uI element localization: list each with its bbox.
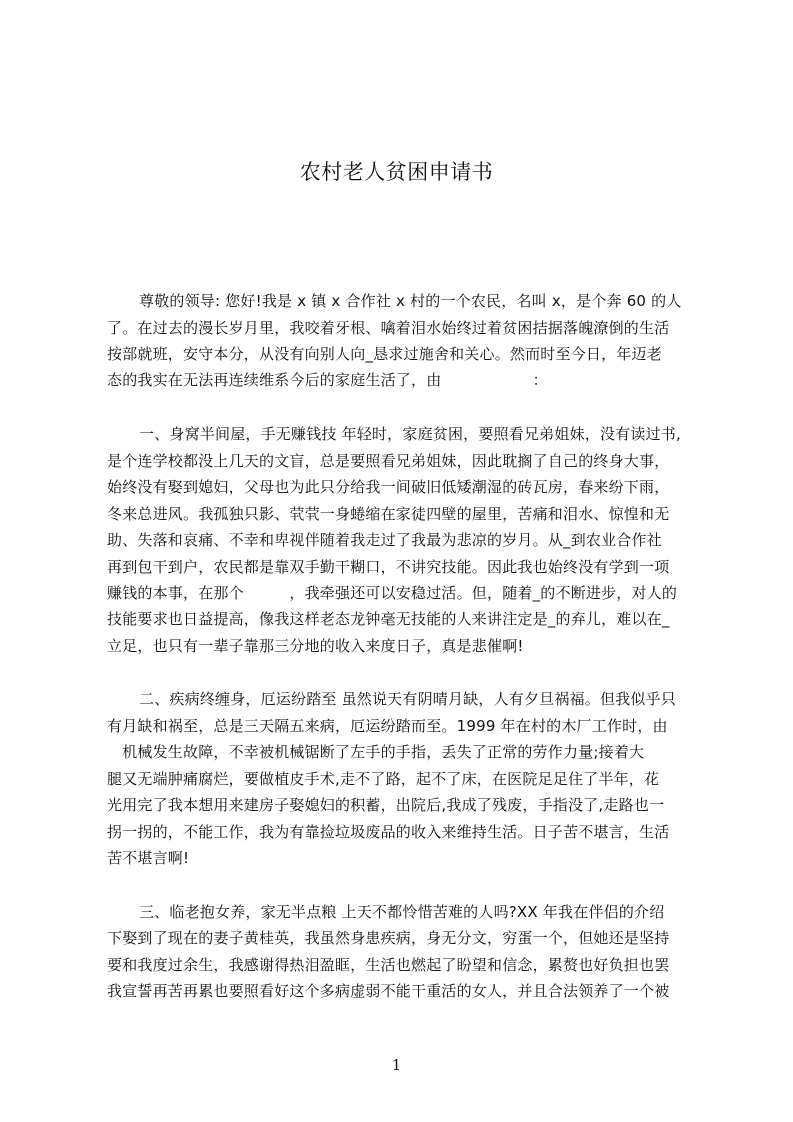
text-line: 我宣誓再苦再累也要照看好这个多病虚弱不能干重活的女人，并且合法领养了一个被 bbox=[107, 982, 670, 1000]
text-line: 二、疾病终缠身，厄运纷踏至 虽然说天有阴晴月缺，人有夕旦祸福。但我似乎只 bbox=[139, 690, 676, 708]
text-line: 始终没有娶到媳妇，父母也为此只分给我一间破旧低矮潮湿的砖瓦房，春来纷下雨， bbox=[107, 478, 670, 496]
document-title: 农村老人贫困申请书 bbox=[299, 160, 494, 185]
text-line: 按部就班，安守本分，从没有向别人向_恳求过施舍和关心。然而时至今日，年迈老 bbox=[107, 345, 662, 363]
text-line: 有月缺和祸至，总是三天隔五来病，厄运纷踏而至。1999 年在村的木厂工作时，由 bbox=[107, 717, 668, 735]
text-line: 了。在过去的漫长岁月里，我咬着牙根、噙着泪水始终过着贫困拮据落魄潦倒的生活 bbox=[107, 319, 670, 337]
text-line: 要和我度过余生，我感谢得热泪盈眶，生活也燃起了盼望和信念，累赘也好负担也罢 bbox=[107, 956, 670, 974]
text-line: 三、临老抱女养，家无半点粮 上天不都怜惜苦难的人吗?XX 年我在伴侣的介绍 bbox=[139, 903, 665, 921]
text-line: 是个连学校都没上几天的文盲，总是要照看兄弟姐妹，因此耽搁了自己的终身大事， bbox=[107, 452, 670, 470]
text-line: 光用完了我本想用来建房子娶媳妇的积蓄，出院后,我成了残废，手指没了,走路也一 bbox=[107, 796, 665, 814]
text-line: 态的我实在无法再连续维系今后的家庭生活了，由 ： bbox=[107, 371, 548, 389]
text-line: 尊敬的领导: 您好!我是 x 镇 x 合作社 x 村的一个农民，名叫 x，是个奔 60 的人 bbox=[139, 292, 682, 310]
text-line: 立足，也只有一辈子靠那三分地的收入来度日子，真是悲催啊! bbox=[107, 637, 524, 655]
text-line: 冬来总进风。我孤独只影、茕茕一身蜷缩在家徒四壁的屋里，苦痛和泪水、惊惶和无 bbox=[107, 505, 670, 523]
text-line: 机械发生故障，不幸被机械锯断了左手的手指，丢失了正常的劳作力量;接着大 bbox=[107, 743, 645, 761]
page-number: 1 bbox=[391, 1056, 402, 1074]
text-line: 赚钱的本事，在那个 ，我牵强还可以安稳过活。但，随着_的不断进步，对人的 bbox=[107, 584, 678, 602]
text-line: 拐一拐的，不能工作，我为有靠捡垃圾废品的收入来维持生活。日子苦不堪言，生活 bbox=[107, 823, 670, 841]
text-line: 一、身窝半间屋，手无赚钱技 年轻时，家庭贫困，要照看兄弟姐妹，没有读过书, bbox=[139, 425, 681, 443]
text-line: 技能要求也日益提高，像我这样老态龙钟毫无技能的人来讲注定是_的弃儿，难以在_ bbox=[107, 610, 670, 628]
text-line: 腿又无端肿痛腐烂，要做植皮手术,走不了路，起不了床，在医院足足住了半年，花 bbox=[107, 770, 660, 788]
text-line: 助、失落和哀痛、不幸和卑视伴随着我走过了我最为悲凉的岁月。从_到农业合作社 bbox=[107, 531, 662, 549]
text-line: 再到包干到户，农民都是靠双手勤干糊口，不讲究技能。因此我也始终没有学到一项 bbox=[107, 558, 670, 576]
text-line: 下娶到了现在的妻子黄桂英，我虽然身患疾病，身无分文，穷蛋一个，但她还是坚持 bbox=[107, 929, 670, 947]
text-line: 苦不堪言啊! bbox=[107, 849, 190, 867]
